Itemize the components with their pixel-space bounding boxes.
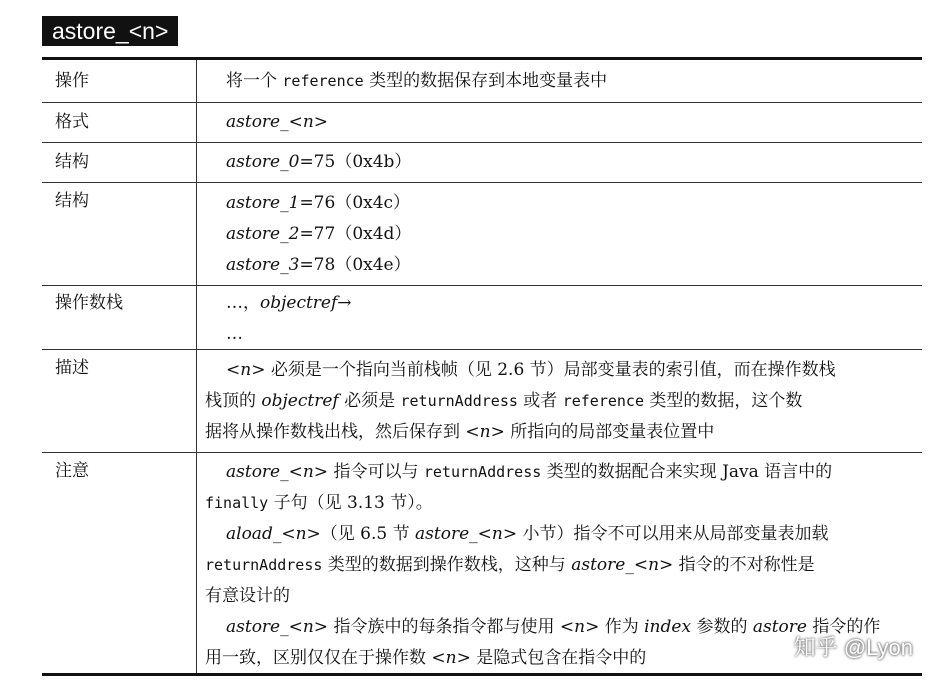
- content-line: [226, 219, 912, 250]
- label-text: 格式: [55, 112, 89, 132]
- code-text: finally: [205, 494, 269, 512]
- label-text: 操作数栈: [55, 293, 123, 313]
- row-content: [197, 143, 922, 182]
- table-row-structure: [42, 143, 922, 183]
- table-row-format: [42, 103, 922, 143]
- text: 类型的数据，这个数: [644, 391, 803, 411]
- code-text: reference: [562, 392, 644, 410]
- row-label: [42, 183, 197, 285]
- italic-text: astore_0: [226, 152, 300, 172]
- text: 必须是: [338, 391, 401, 411]
- content-line: [226, 457, 912, 488]
- row-content: [197, 60, 922, 102]
- row-content: [197, 103, 922, 142]
- text: 类型的数据配合来实现 Java 语言中的: [541, 462, 833, 482]
- text: 栈顶的: [205, 391, 262, 411]
- text: 类型的数据到操作数栈，这种与: [322, 555, 572, 575]
- arrow-text: →: [337, 293, 352, 313]
- content-line: [205, 417, 912, 448]
- row-label: [42, 286, 197, 349]
- italic-text: objectref: [260, 293, 338, 313]
- italic-text: astore_2: [226, 224, 300, 244]
- row-content: [197, 183, 922, 285]
- text: =76（0x4c）: [299, 193, 411, 213]
- content-line: [205, 488, 912, 519]
- row-label: [42, 60, 197, 102]
- content-line: [205, 386, 912, 417]
- content-line: [226, 519, 912, 550]
- watermark-text: 知乎 @Lyon: [793, 635, 913, 660]
- italic-text: astore_<n>: [226, 112, 329, 132]
- text: =75（0x4b）: [299, 152, 412, 172]
- content-line: 有意设计的: [205, 586, 290, 606]
- row-label: [42, 103, 197, 142]
- text: 或者: [517, 391, 563, 411]
- table-row-description: [42, 350, 922, 453]
- row-label: [42, 453, 197, 673]
- italic-text: <n>: [226, 360, 266, 380]
- text: 必须是一个指向当前栈帧（见 2.6 节）局部变量表的索引值，而在操作数栈: [265, 360, 836, 380]
- italic-text: index: [644, 617, 692, 637]
- row-label: [42, 143, 197, 182]
- text: …，: [226, 293, 260, 313]
- text: 子句（见 3.13 节）。: [268, 493, 433, 513]
- text: 指令的不对称性是: [673, 555, 815, 575]
- italic-text: aload_<n>: [226, 524, 321, 544]
- text: 据将从操作数栈出栈，然后保存到: [205, 422, 466, 442]
- text: 指令的作: [806, 617, 881, 637]
- content-line: [226, 143, 912, 182]
- label-text: 操作: [55, 71, 89, 91]
- text: 将一个: [226, 71, 283, 91]
- table-row-note: [42, 453, 922, 673]
- code-text: returnAddress: [400, 392, 518, 410]
- text: 参数的: [691, 617, 753, 637]
- italic-text: astore_1: [226, 193, 300, 213]
- text: 所指向的局部变量表位置中: [504, 422, 715, 442]
- table-row-operand-stack: [42, 286, 922, 350]
- italic-text: objectref: [261, 391, 339, 411]
- row-content: [197, 350, 922, 452]
- italic-text: <n>: [431, 648, 471, 668]
- content-line: [226, 288, 912, 319]
- italic-text: astore_3: [226, 255, 300, 275]
- text: =78（0x4e）: [299, 255, 411, 275]
- row-content: [197, 286, 922, 349]
- text: 指令可以与: [328, 462, 424, 482]
- label-text: 结构: [55, 152, 89, 172]
- text: 作为: [599, 617, 645, 637]
- italic-text: <n>: [559, 617, 600, 637]
- code-text: returnAddress: [423, 463, 542, 481]
- content-line: [226, 355, 912, 386]
- content-line: [226, 250, 912, 281]
- content-line: …: [226, 324, 243, 344]
- content-line: [226, 60, 912, 102]
- content-line: [205, 550, 912, 581]
- text: 是隐式包含在指令中的: [470, 648, 647, 668]
- label-text: 结构: [55, 191, 89, 211]
- row-label: [42, 350, 197, 452]
- content-line: [226, 188, 912, 219]
- text: =77（0x4d）: [299, 224, 412, 244]
- content-line: [226, 103, 912, 142]
- code-text: reference: [282, 72, 364, 90]
- italic-text: astore_<n>: [226, 462, 329, 482]
- text: （见 6.5 节: [320, 524, 416, 544]
- instruction-table: [42, 57, 922, 676]
- italic-text: astore_<n>: [226, 617, 329, 637]
- text: 类型的数据保存到本地变量表中: [363, 71, 608, 91]
- italic-text: astore: [752, 617, 807, 637]
- text: 用一致，区别仅仅在于操作数: [205, 648, 432, 668]
- code-text: returnAddress: [205, 556, 323, 574]
- label-text: 描述: [55, 358, 89, 378]
- italic-text: astore_<n>: [571, 555, 674, 575]
- text: 小节）指令不可以用来从局部变量表加载: [517, 524, 829, 544]
- table-row-structure: [42, 183, 922, 286]
- instruction-title: astore_<n>: [42, 16, 178, 46]
- label-text: 注意: [55, 461, 89, 481]
- text: 指令族中的每条指令都与使用: [328, 617, 560, 637]
- italic-text: astore_<n>: [415, 524, 518, 544]
- italic-text: <n>: [465, 422, 505, 442]
- table-row-operation: [42, 60, 922, 103]
